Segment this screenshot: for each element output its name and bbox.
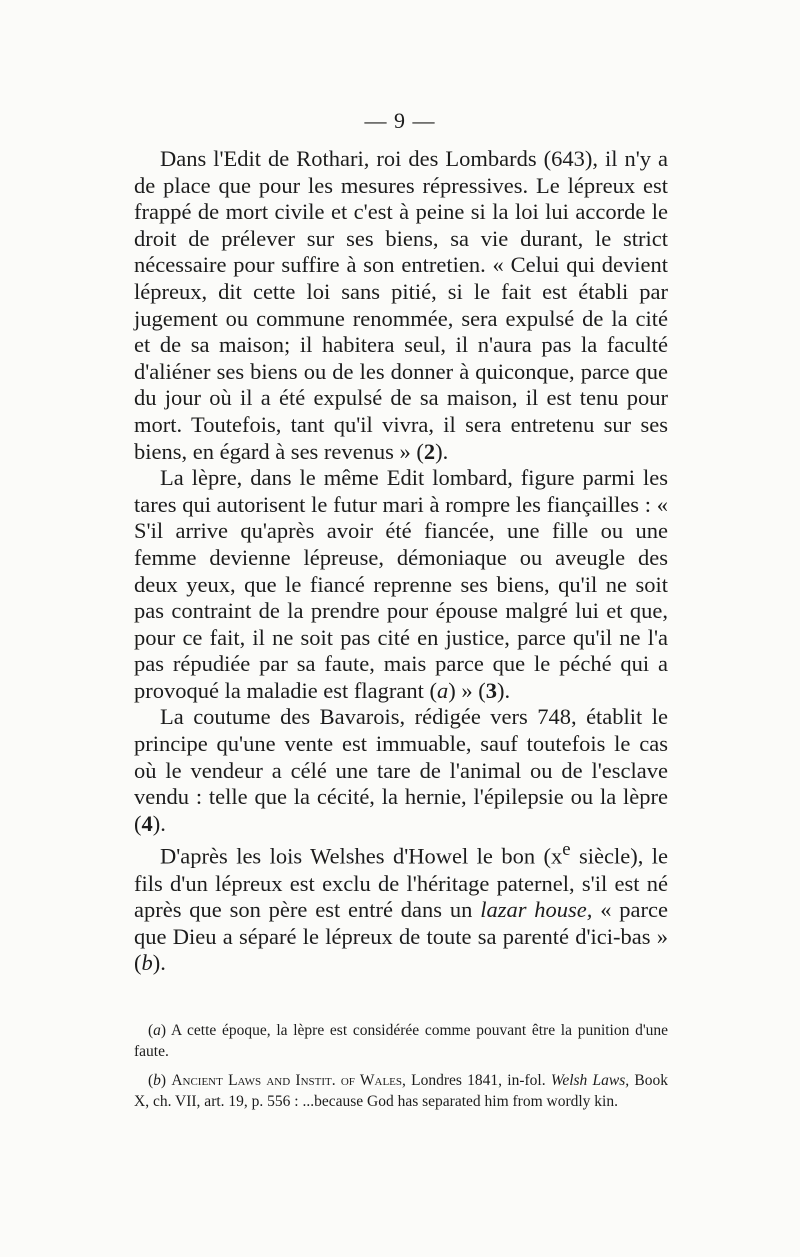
footnote-b: (b) Ancient Laws and Instit. of Wales, Londres 1841, in-fol. Welsh Laws, Book X, ch. VII, art. 19, p. 556 : ...because God has separated him from wordly kin. <box>134 1072 668 1110</box>
body-text <box>134 146 668 977</box>
italic-term: lazar house, <box>480 897 593 923</box>
footnote-label: a <box>153 1022 161 1039</box>
reference-number: 4 <box>141 810 153 836</box>
reference-number: 3 <box>485 677 498 703</box>
page-number: — 9 — <box>364 108 436 133</box>
footnote-a: (a) A cette époque, la lèpre est considérée comme pouvant être la punition d'une faute. <box>134 1022 669 1060</box>
footnote-marker: a <box>437 677 449 703</box>
citation-title: Ancient Laws and Instit. of Wales, <box>171 1072 406 1089</box>
paragraph-bavarois: La coutume des Bavarois, rédigée vers 748, établit le principe qu'une vente est immuable, sauf toutefois le cas où le vendeur a célé une tare de l'animal ou de l'esclave vendu : telle que la cécité, la hernie, l'épilepsie ou la lèpre (4). <box>134 704 668 836</box>
citation-italic: Welsh Laws, <box>550 1072 630 1089</box>
paragraph-welshes: D'après les lois Welshes d'Howel le bon ($x^e$ siècle), le fils d'un lépreux est exclu de l'héritage paternel, s'il est né après que son père est entré dans un lazar house, « parce que Dieu a séparé le lépreux de toute sa parenté d'ici-bas » (b). <box>134 839 669 976</box>
reference-number: 2 <box>423 438 436 464</box>
paragraph-fiancailles: La lèpre, dans le même Edit lombard, figure parmi les tares qui autorisent le futur mari à rompre les fiançailles : « S'il arrive qu'après avoir été fiancée, une fille ou une femme devienne lépreuse, démoniaque ou aveugle des deux yeux, que le fiancé reprenne ses biens, qu'il ne soit pas contraint de la prendre pour épouse malgré lui et que, pour ce fait, il ne soit pas cité en justice, parce qu'il ne l'a pas répudiée par sa faute, mais parce que le péché qui a provoqué la maladie est flagrant (a) » (3). <box>134 465 668 703</box>
footnote-label: b <box>153 1072 161 1089</box>
footnotes <box>134 1020 668 1120</box>
paragraph-rothari: Dans l'Edit de Rothari, roi des Lombards (643), il n'y a de place que pour les mesures répressives. Le lépreux est frappé de mort civile et c'est à peine si la loi lui accorde le droit de prélever sur ses biens, sa vie durant, le strict nécessaire pour suffire à son entretien. « Celui qui devient lépreux, dit cette loi sans pitié, si le fait est établi par jugement ou commune renommée, sera expulsé de la cité et de sa maison; il habitera seul, il n'aura pas la faculté d'aliéner ses biens ou de les donner à quiconque, parce que du jour où il a été expulsé de sa maison, il est tenu pour mort. Toutefois, tant qu'il vivra, il sera entretenu sur ses biens, en égard à ses revenus » (2). <box>134 146 668 464</box>
footnote-marker: b <box>141 950 153 976</box>
century-superscript: e <box>562 839 571 861</box>
